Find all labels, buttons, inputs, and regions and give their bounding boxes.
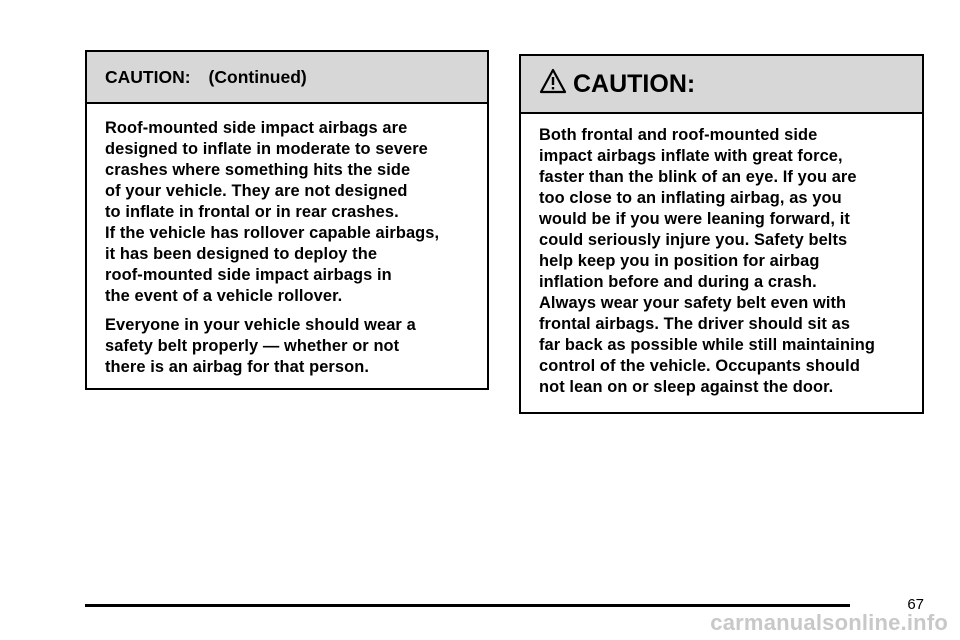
footer-rule bbox=[85, 604, 850, 607]
caution-body bbox=[521, 114, 922, 398]
text-line: could seriously injure you. Safety belts bbox=[539, 231, 848, 249]
text-line: too close to an inflating airbag, as you bbox=[539, 189, 842, 207]
paragraph-airbag-force bbox=[539, 125, 922, 398]
watermark: carmanualsonline.info bbox=[710, 610, 948, 635]
text-line: would be if you were leaning forward, it bbox=[539, 210, 850, 228]
warning-triangle-icon bbox=[539, 68, 567, 94]
text-line: Both frontal and roof-mounted side bbox=[539, 126, 818, 144]
caution-box-continued bbox=[85, 50, 489, 390]
text-line: Always wear your safety belt even with bbox=[539, 294, 847, 312]
text-line: frontal airbags. The driver should sit as bbox=[539, 315, 851, 333]
text-line: Everyone in your vehicle should wear a bbox=[105, 316, 416, 334]
text-line: impact airbags inflate with great force, bbox=[539, 147, 843, 165]
text-line: the event of a vehicle rollover. bbox=[105, 287, 343, 305]
text-line: crashes where something hits the side bbox=[105, 161, 411, 179]
text-line: to inflate in frontal or in rear crashes. bbox=[105, 203, 399, 221]
continued-label: (Continued) bbox=[208, 66, 307, 87]
caution-header-continued bbox=[87, 52, 487, 104]
text-line: If the vehicle has rollover capable airbags, bbox=[105, 224, 440, 242]
text-line: far back as possible while still maintaining bbox=[539, 336, 875, 354]
caution-header bbox=[521, 56, 922, 114]
text-line: control of the vehicle. Occupants should bbox=[539, 357, 860, 375]
caution-title: CAUTION: bbox=[573, 69, 696, 98]
text-line: designed to inflate in moderate to severe bbox=[105, 140, 428, 158]
caution-box-airbag-force bbox=[519, 54, 924, 414]
text-line: there is an airbag for that person. bbox=[105, 358, 369, 376]
caution-body-continued bbox=[87, 104, 487, 378]
paragraph-rollover bbox=[105, 118, 487, 307]
paragraph-safety-belt bbox=[105, 315, 487, 378]
caution-title: CAUTION: bbox=[105, 66, 191, 87]
page-number: 67 bbox=[907, 596, 924, 613]
text-line: Roof-mounted side impact airbags are bbox=[105, 119, 408, 137]
text-line: not lean on or sleep against the door. bbox=[539, 378, 834, 396]
text-line: of your vehicle. They are not designed bbox=[105, 182, 408, 200]
text-line: faster than the blink of an eye. If you are bbox=[539, 168, 857, 186]
text-line: help keep you in position for airbag bbox=[539, 252, 820, 270]
text-line: it has been designed to deploy the bbox=[105, 245, 378, 263]
text-line: roof-mounted side impact airbags in bbox=[105, 266, 392, 284]
text-line: inflation before and during a crash. bbox=[539, 273, 817, 291]
text-line: safety belt properly — whether or not bbox=[105, 337, 400, 355]
